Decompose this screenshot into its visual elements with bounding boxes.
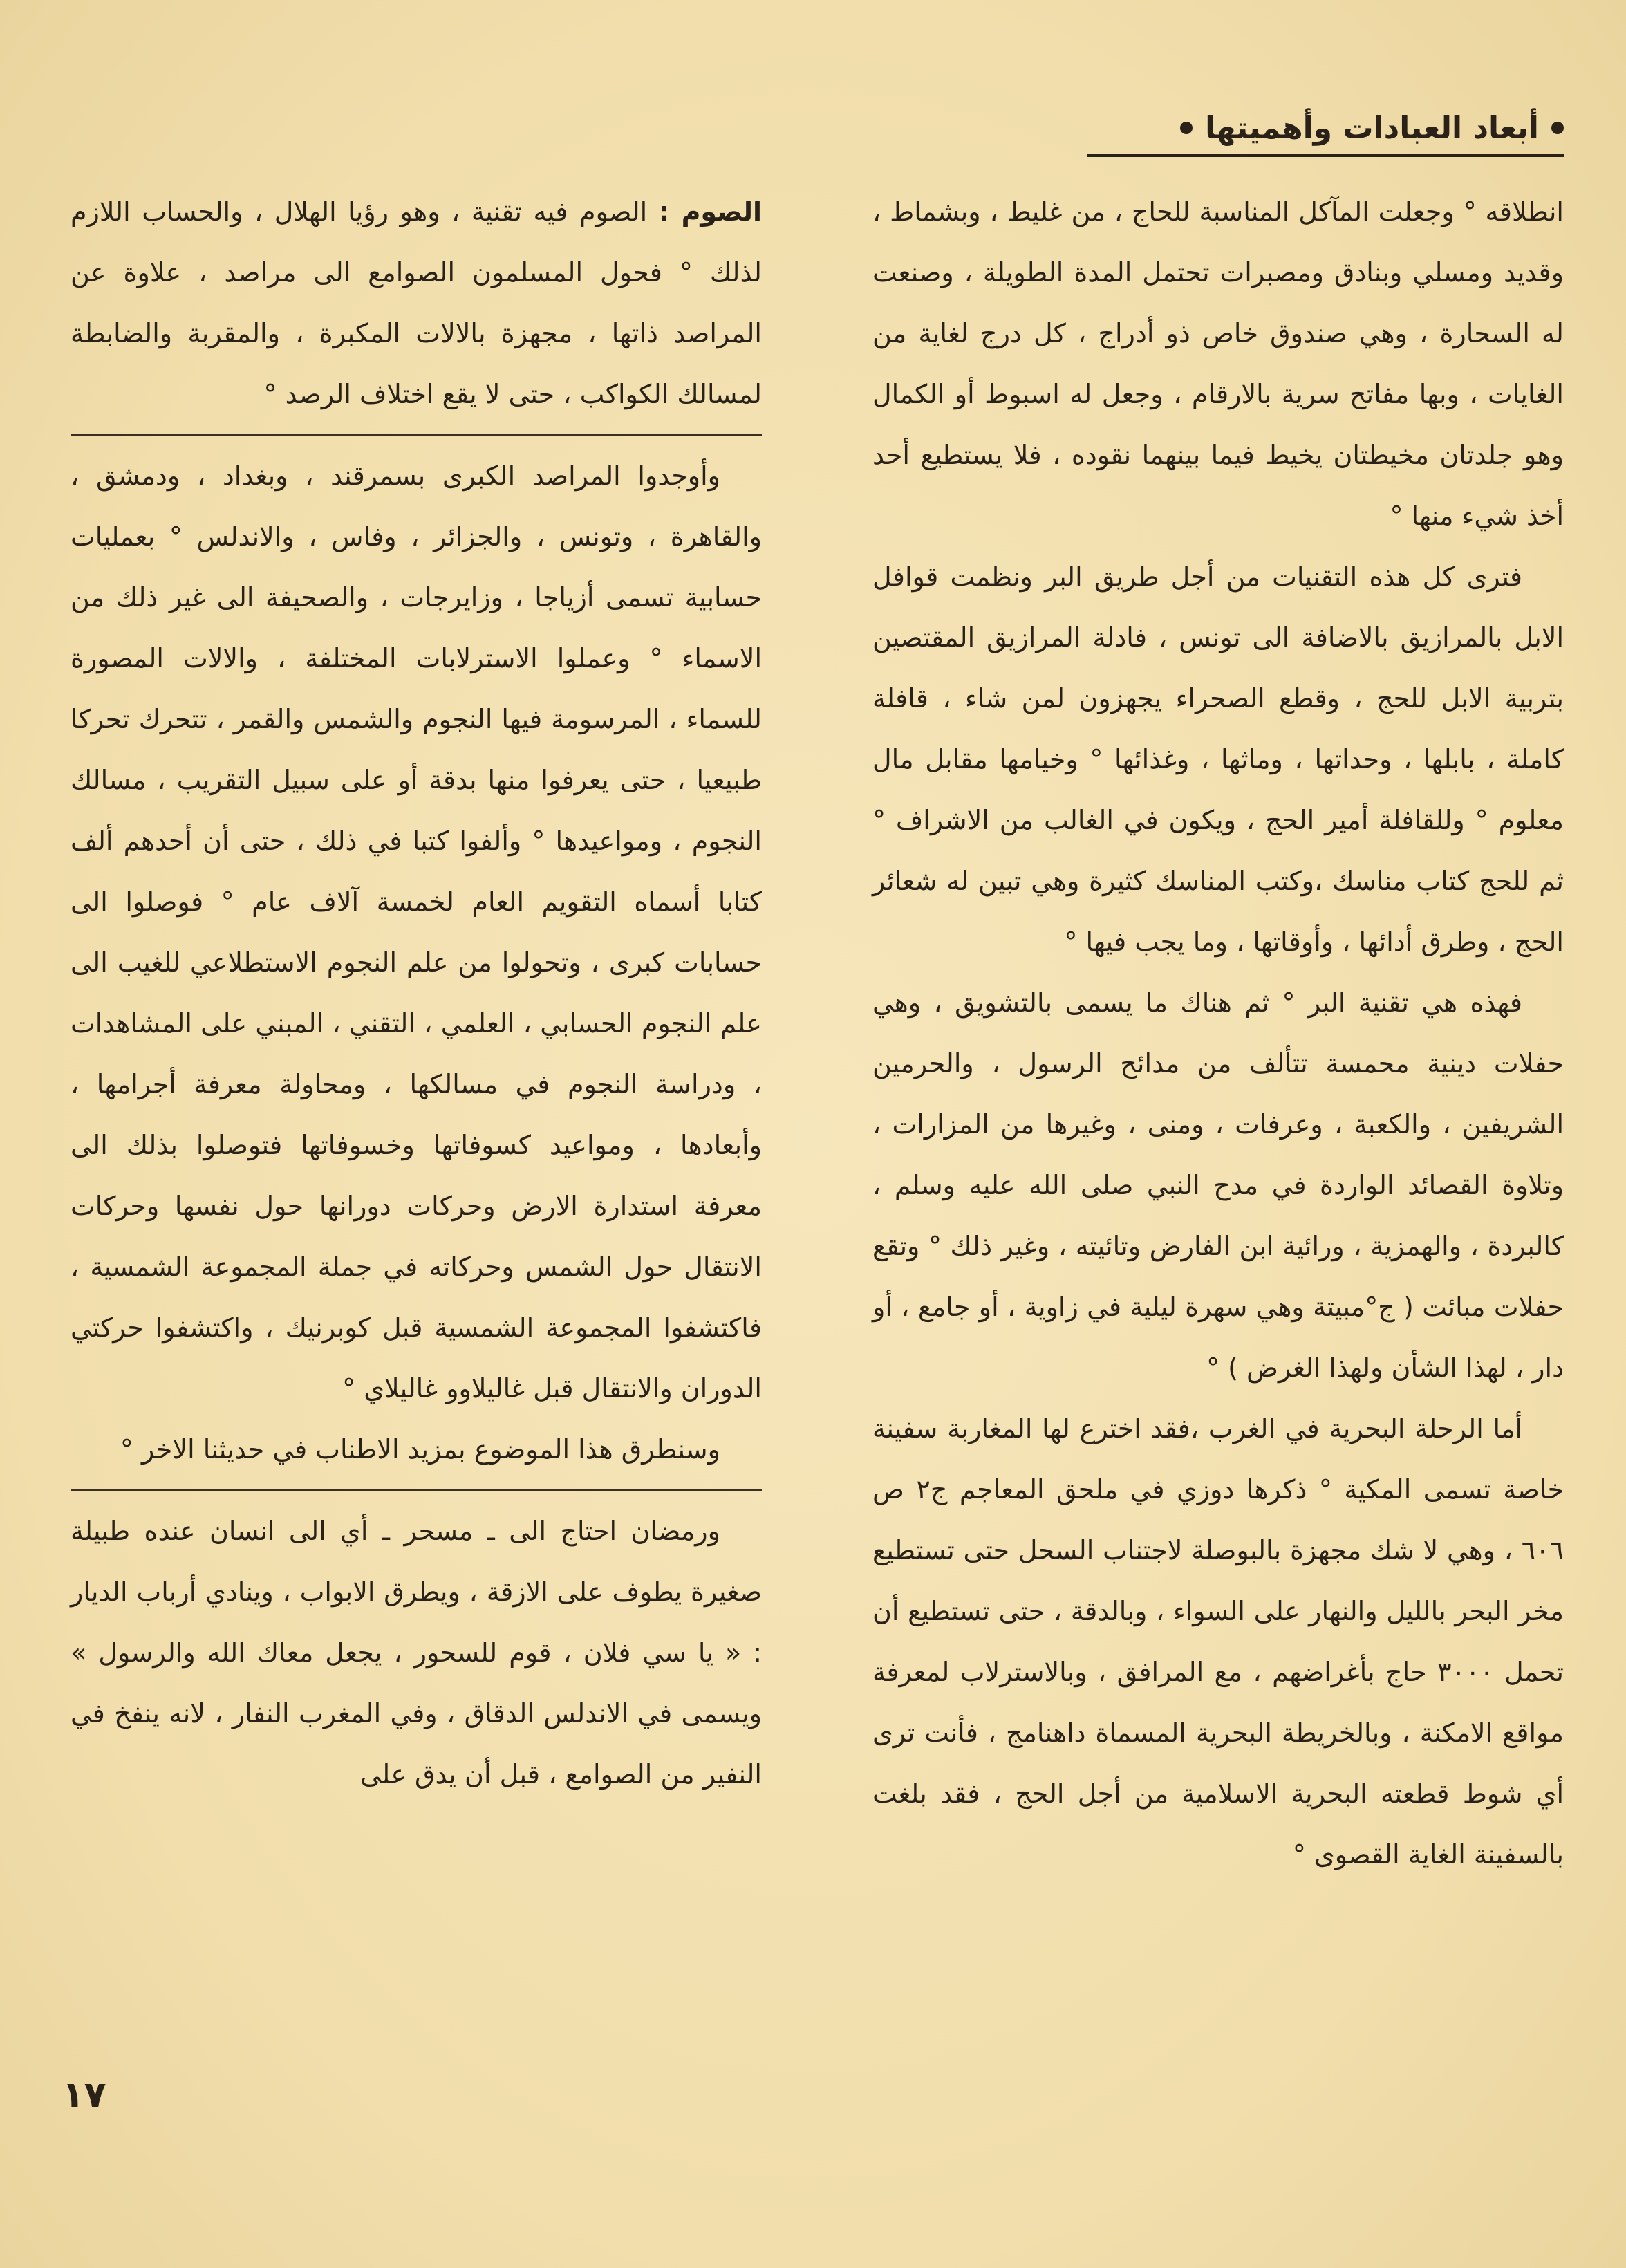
paragraph: فهذه هي تقنية البر ° ثم هناك ما يسمى بالتشويق ، وهي حفلات دينية محمسة تتألف من مدائح الرسول ، والحرمين الشريفين ، والكعبة ، وعرفات ، ومنى ، وغيرها من المزارات ، وتلاوة القصائد الواردة في مدح النبي صلى الله عليه وسلم ، كالبردة ، والهمزية ، ورائية ابن الفارض وتائيته ، وغير ذلك ° وتقع حفلات مبائت ( ج°مبيتة وهي سهرة ليلية في زاوية ، أو جامع ، أو دار ، لهذا الشأن ولهذا الغرض ) ° — [872, 987, 1564, 1383]
header-rule — [1087, 154, 1564, 157]
paragraph: وأوجدوا المراصد الكبرى بسمرقند ، وبغداد ، ودمشق ، والقاهرة ، وتونس ، والجزائر ، وفاس ، والاندلس ° بعمليات حسابية تسمى أزياجا ، وزايرجات ، والصحيفة الى غير ذلك من الاسماء ° وعملوا الاسترلابات المختلفة ، والالات المصورة للسماء ، المرسومة فيها النجوم والشمس والقمر ، تتحرك تحركا طبيعيا ، حتى يعرفوا منها بدقة أو على سبيل التقريب ، مسالك النجوم ، ومواعيدها ° وألفوا كتبا في ذلك ، حتى أن أحدهم ألف كتابا أسماه التقويم العام لخمسة آلاف عام ° فوصلوا الى حسابات كبرى ، وتحولوا من علم النجوم الاستطلاعي للغيب الى علم النجوم الحسابي ، العلمي ، التقني ، المبني على المشاهدات ، ودراسة النجوم في مسالكها ، ومحاولة معرفة أجرامها ، وأبعادها ، ومواعيد كسوفاتها وخسوفاتها فتوصلوا بذلك الى معرفة استدارة الارض وحركات دورانها حول نفسها وحركات الانتقال حول الشمس وحركاته في جملة المجموعة الشمسية ، فاكتشفوا المجموعة الشمسية قبل كوبرنيك ، واكتشفوا حركتي الدوران والانتقال قبل غاليلاوو غاليلاي ° — [71, 461, 762, 1404]
page-number: ١٧ — [62, 2074, 106, 2116]
paragraph-text: الصوم فيه تقنية ، وهو رؤيا الهلال ، والحساب اللازم لذلك ° فحول المسلمون الصوامع الى مراصد ، علاوة عن المراصد ذاتها ، مجهزة بالالات المكبرة ، والمقربة والضابطة لمسالك الكواكب ، حتى لا يقع اختلاف الرصد ° — [71, 196, 762, 409]
paragraph: فترى كل هذه التقنيات من أجل طريق البر ونظمت قوافل الابل بالمرازيق بالاضافة الى تونس ، فادلة المرازيق المقتصين بتربية الابل للحج ، وقطع الصحراء يجهزون لمن شاء ، قافلة كاملة ، بابلها ، وحداتها ، وماثها ، وغذائها ° وخيامها مقابل مال معلوم ° وللقافلة أمير الحج ، ويكون في الغالب من الاشراف ° ثم للحج كتاب مناسك ،وكتب المناسك كثيرة وهي تبين له شعائر الحج ، وطرق أدائها ، وأوقاتها ، وما يجب فيها ° — [872, 561, 1564, 957]
section-divider — [71, 434, 762, 436]
running-header — [1121, 104, 1564, 152]
bullet-icon — [1180, 122, 1193, 134]
section-title: أبعاد العبادات وأهميتها — [1205, 110, 1539, 146]
paragraph: انطلاقه ° وجعلت المآكل المناسبة للحاج ، من غليط ، وبشماط ، وقديد ومسلي وبنادق ومصبرات تحتمل المدة الطويلة ، وصنعت له السحارة ، وهي صندوق خاص ذو أدراج ، كل درج لغاية من الغايات ، وبها مفاتح سرية بالارقام ، وجعل له اسبوط أو الكمال وهو جلدتان مخيطتان يخيط فيما بينهما نقوده ، فلا يستطيع أحد أخذ شيء منها ° — [872, 196, 1564, 531]
paragraph: أما الرحلة البحرية في الغرب ،فقد اخترع لها المغاربة سفينة خاصة تسمى المكية ° ذكرها دوزي في ملحق المعاجم ج٢ ص ٦٠٦ ، وهي لا شك مجهزة بالبوصلة لاجتناب السحل حتى تستطيع مخر البحر بالليل والنهار على السواء ، وبالدقة ، حتى تستطيع أن تحمل ٣٠٠٠ حاج بأغراضهم ، مع المرافق ، وبالاسترلاب لمعرفة مواقع الامكنة ، وبالخريطة البحرية المسماة داهنامج ، فأنت ترى أي شوط قطعته البحرية الاسلامية من أجل الحج ، فقد بلغت بالسفينة الغاية القصوى ° — [872, 1413, 1564, 1870]
paragraph — [71, 181, 762, 425]
paragraph: ورمضان احتاج الى ـ مسحر ـ أي الى انسان عنده طبيلة صغيرة يطوف على الازقة ، ويطرق الابواب ، وينادي أرباب الديار : « يا سي فلان ، قوم للسحور ، يجعل معاك الله والرسول » ويسمى في الاندلس الدقاق ، وفي المغرب النفار ، لانه ينفخ في النفير من الصوامع ، قبل أن يدق على — [71, 1516, 762, 1790]
section-divider — [71, 1489, 762, 1491]
left-column — [71, 181, 762, 1805]
right-column — [872, 181, 1564, 1885]
paragraph-heading: الصوم : — [658, 196, 762, 227]
bullet-icon — [1551, 122, 1564, 134]
paragraph: وسنطرق هذا الموضوع بمزيد الاطناب في حديثنا الاخر ° — [120, 1434, 720, 1465]
